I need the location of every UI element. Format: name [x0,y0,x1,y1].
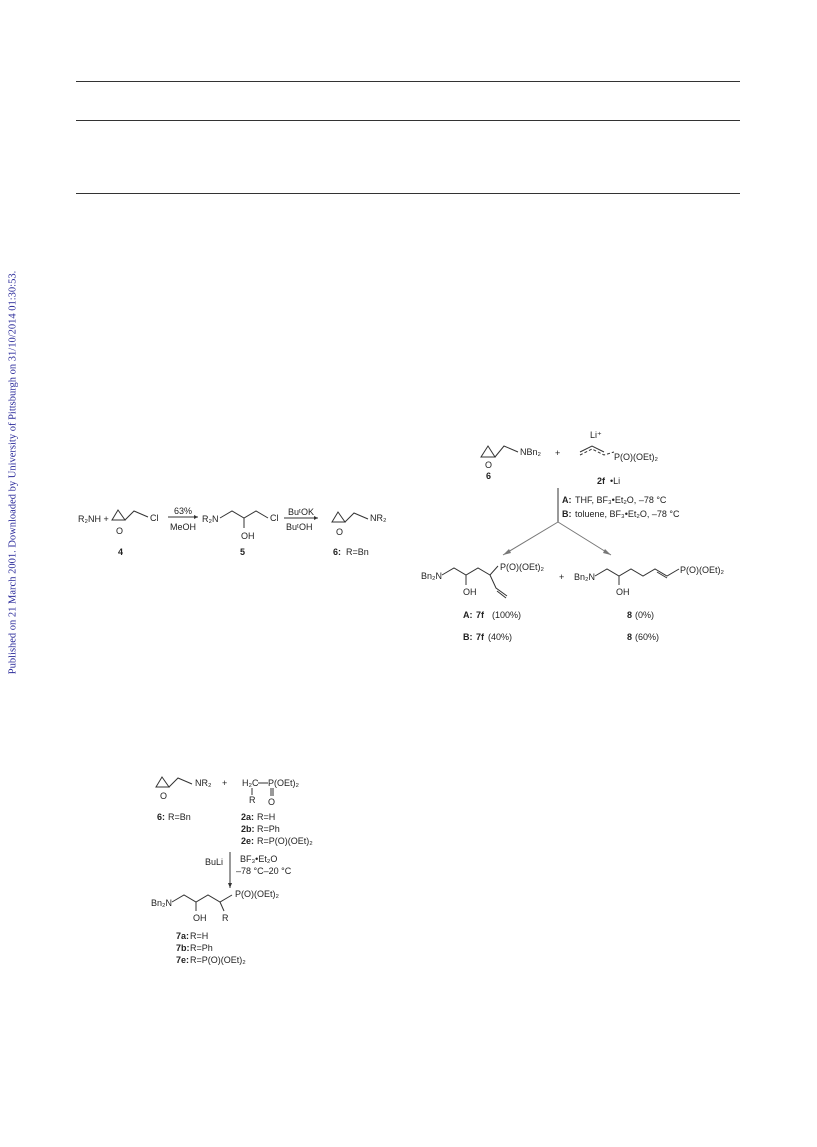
cond-s3-1: BF₃•Et₂O [240,854,278,864]
compound-2a: 2a: [241,812,255,822]
h2c-label: H₂C [242,778,259,788]
cl-label: Cl [150,513,159,523]
res-b-yield: (40%) [488,632,513,642]
res-b-tag: B: [463,632,473,642]
oh-label: OH [241,531,255,541]
compound-6-r: R=Bn [346,547,369,557]
compound-2f-li: •Li [610,476,621,486]
pooet2-7f: P(O)(OEt)₂ [500,562,544,572]
epoxide-o-s3: O [160,791,168,801]
epoxide-o-2: O [336,527,344,537]
arrowhead-1 [194,515,198,519]
compound-2b: 2b: [241,824,255,834]
bn2n-s3: Bn₂N [151,898,173,908]
nr2-label: NR₂ [370,513,387,523]
chain-s3 [169,778,192,787]
buli-label: BuLi [205,857,224,867]
nr2-s3: NR₂ [195,778,212,788]
res-8a-yield: (0%) [635,610,655,620]
compound-6-s3: 6: [157,812,166,822]
cond1-top: 63% [174,506,193,516]
epoxide-ring-s3 [156,777,169,787]
compound-5: 5 [240,547,246,557]
r-bond-7 [220,902,224,911]
plus-s2: + [555,448,561,458]
allyl-backbone [580,446,604,452]
reactant-r2nh: R₂NH + [78,514,109,524]
res-8b-cmpd: 8 [627,632,633,642]
cl2-label: Cl [270,513,279,523]
r-label-s3: R [249,795,256,805]
cond-s3-2: –78 °C–20 °C [236,866,292,876]
scheme-2 [421,430,724,642]
oh-8: OH [616,587,630,597]
bn2n-right: Bn₂N [574,572,596,582]
oh-s3: OH [193,913,207,923]
compound-7e-r: R=P(O)(OEt)₂ [190,955,246,965]
chain-3 [345,513,368,522]
epoxide-ring-s2 [481,446,495,457]
arrowhead-s3 [228,883,232,888]
chain-1 [125,511,148,520]
compound-7a-r: R=H [190,931,209,941]
res-8b-yield: (60%) [635,632,660,642]
compound-2b-r: R=Ph [257,824,280,834]
compound-6-s2: 6 [486,471,492,481]
chain-s2 [495,446,518,457]
compound-7a: 7a: [176,931,190,941]
vinyl-7f [490,575,507,596]
cond-b-tag: B: [562,509,572,519]
res-a-cmpd: 7f [476,610,485,620]
epoxide-o-1: O [116,526,124,536]
compound-7b: 7b: [176,943,190,953]
arrowhead-2 [314,516,318,520]
arrow-left [503,522,558,555]
res-a-yield: (100%) [492,610,522,620]
r-label-7: R [222,913,229,923]
arrow-right [558,522,611,555]
oh-7f: OH [463,587,477,597]
compound-7b-r: R=Ph [190,943,213,953]
plus-products: + [559,572,565,582]
chain-2 [220,511,268,518]
arrowhead-left [503,549,511,555]
scheme-3 [151,777,313,965]
pooet2-s2: P(O)(OEt)₂ [614,452,658,462]
cond-a: THF, BF₃•Et₂O, –78 °C [575,495,667,505]
compound-7e: 7e: [176,955,190,965]
compound-2e-r: R=P(O)(OEt)₂ [257,836,313,846]
scheme-1 [78,506,387,557]
plus-s3: + [222,778,228,788]
sidebar-text: Published on 21 March 2001. Downloaded by University of Pittsburgh on 31/10/2014 01:30:53. [7,270,19,675]
bn2n-left: Bn₂N [421,571,443,581]
o-dbl-label: O [268,797,276,807]
pooet2-8: P(O)(OEt)₂ [680,565,724,575]
compound-2e: 2e: [241,836,255,846]
p-label: P(OEt)₂ [268,778,299,788]
compound-6: 6: [333,547,342,557]
cond1-bottom: MeOH [170,522,197,532]
chain-8 [595,569,679,576]
pooet2-7: P(O)(OEt)₂ [235,889,279,899]
res-8a-cmpd: 8 [627,610,633,620]
cond2-top: BuᵗOK [288,507,314,517]
nbn2-label: NBn₂ [520,447,542,457]
res-a-tag: A: [463,610,473,620]
compound-4: 4 [118,547,124,557]
cond-a-tag: A: [562,495,572,505]
li-plus: Li⁺ [590,430,602,440]
r2n-label: R₂N [202,514,219,524]
cond2-bottom: BuᵗOH [286,522,313,532]
epoxide-ring-2 [332,512,345,522]
chain-7f [442,566,498,575]
arrowhead-right [603,549,611,555]
compound-2a-r: R=H [257,812,276,822]
epoxide-o-s2: O [485,460,493,470]
res-b-cmpd: 7f [476,632,485,642]
cond-b: toluene, BF₃•Et₂O, –78 °C [575,509,680,519]
compound-2f: 2f [597,476,606,486]
compound-6-s3-r: R=Bn [168,812,191,822]
chain-7 [172,895,232,902]
epoxide-ring-1 [112,510,125,520]
